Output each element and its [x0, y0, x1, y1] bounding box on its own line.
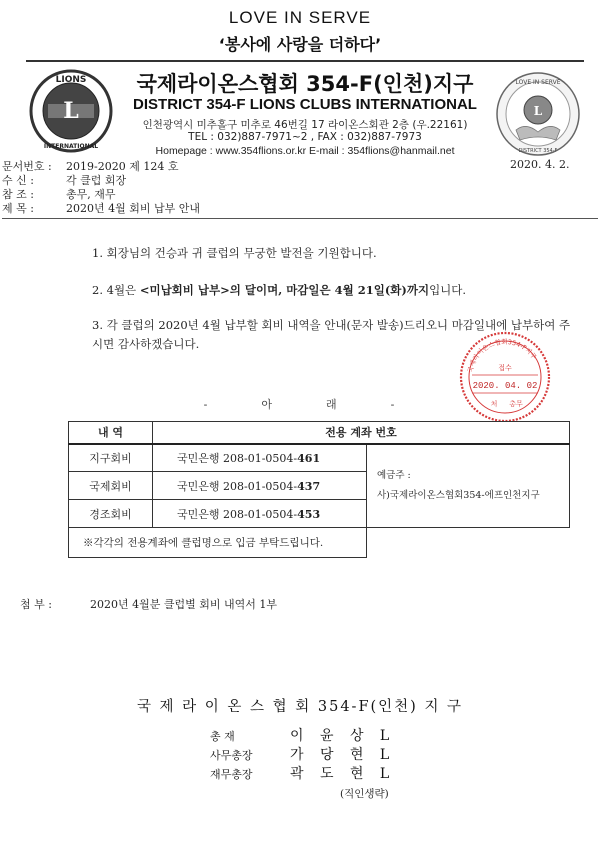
paragraph-1: 1. 회장님의 건승과 귀 클럽의 무궁한 발전을 기원합니다. — [92, 246, 377, 260]
motto-korean: ‘봉사에 사랑을 더하다’ — [218, 35, 382, 54]
header-rule — [26, 60, 584, 62]
account-holder-label: 예금주 : — [377, 469, 411, 481]
table-row — [69, 444, 570, 472]
account-table — [68, 421, 570, 558]
paragraph-2-emphasis: <미납회비 납부>의 달이며, 마감일은 4월 21일(화)까지 — [139, 283, 430, 297]
logo-right-bottom: DISTRICT 354-F — [518, 148, 558, 154]
stamp-date: 2020. 04. 02 — [472, 381, 538, 391]
account-holder — [367, 444, 570, 528]
recipient-value: 각 클럽 회장 — [66, 174, 127, 187]
signature-name: 이 윤 상 L — [290, 728, 396, 744]
meta-divider — [2, 218, 598, 219]
attachment-value: 2020년 4월분 클럽별 회비 내역서 1부 — [90, 598, 277, 611]
table-header-row — [69, 422, 570, 444]
attachment-label: 첨 부 : — [20, 598, 52, 611]
org-name-english: DISTRICT 354-F LIONS CLUBS INTERNATIONAL — [133, 96, 477, 113]
doc-number-value: 2019-2020 제 124 호 — [66, 160, 179, 173]
signature-row-treasurer — [210, 763, 430, 783]
row-account-tail: 437 — [297, 479, 321, 493]
row-name: 국제회비 — [69, 472, 153, 500]
seal-omitted-note: (직인생략) — [340, 788, 389, 800]
logo-left-top: LIONS — [55, 75, 87, 85]
signature-role: 총 재 — [210, 730, 235, 743]
signature-name: 가 당 현 L — [290, 747, 396, 763]
subject-label: 제 목 : — [2, 202, 34, 215]
stamp-bottom-right: 총무 — [509, 400, 523, 408]
below-char-1: 아 — [261, 398, 274, 411]
org-tel-fax: TEL : 032)887-7971~2 , FAX : 032)887-7973 — [188, 131, 422, 143]
signature-role: 사무총장 — [210, 749, 253, 762]
below-char-2: 래 — [326, 398, 339, 411]
subject-value: 2020년 4월 회비 납부 안내 — [66, 202, 200, 215]
recipient-label: 수 신 : — [2, 174, 34, 187]
paragraph-3: 3. 각 클럽의 2020년 4월 납부할 회비 내역을 안내(문자 발송)드리오니 마감일내에 납부하여 주시면 감사하겠습니다. — [92, 318, 571, 351]
stamp-mid-text: 접수 — [498, 364, 512, 372]
logo-right-top: LOVE IN SERVE — [515, 79, 561, 86]
row-account-tail: 461 — [297, 451, 321, 465]
stamp-bottom-left: 처 — [490, 400, 498, 408]
motto-english: LOVE IN SERVE — [228, 8, 372, 27]
doc-date: 2020. 4. 2. — [510, 158, 570, 171]
row-account-prefix: 국민은행 208-01-0504- — [177, 479, 298, 493]
row-account — [153, 500, 367, 528]
table-note: ※각각의 전용계좌에 클럽명으로 입금 부탁드립니다. — [69, 528, 367, 558]
signature-org: 국 제 라 이 온 스 협 회 354-F(인천) 지 구 — [136, 699, 464, 715]
row-account — [153, 472, 367, 500]
row-name: 경조회비 — [69, 500, 153, 528]
signature-name: 곽 도 현 L — [290, 766, 396, 782]
reference-value: 총무, 재무 — [66, 188, 116, 201]
logo-left-bottom: INTERNATIONAL — [43, 143, 99, 150]
subject — [2, 200, 200, 216]
row-account-tail: 453 — [297, 507, 321, 521]
lions-logo-right — [494, 70, 582, 158]
col-item-header: 내 역 — [69, 422, 153, 444]
account-holder-value: 사)국제라이온스협회354-에프인천지구 — [377, 489, 540, 501]
doc-number-label: 문서번호 : — [2, 160, 52, 173]
row-account-prefix: 국민은행 208-01-0504- — [177, 451, 298, 465]
row-account-prefix: 국민은행 208-01-0504- — [177, 507, 298, 521]
row-name: 지구회비 — [69, 444, 153, 472]
lions-logo-left — [28, 68, 114, 154]
reference-label: 참 조 : — [2, 188, 34, 201]
below-heading — [0, 396, 600, 412]
org-name-korean: 국제라이온스협회 354-F(인천)지구 — [136, 72, 474, 96]
table-note-row — [69, 528, 570, 558]
svg-text:L: L — [533, 104, 543, 118]
paragraph-2-post: 입니다. — [429, 283, 467, 297]
paragraph-2-pre: 2. 4월은 — [92, 283, 140, 297]
paragraph-2 — [92, 281, 572, 300]
logo-left-letter: L — [63, 98, 79, 124]
signature-row-secretary — [210, 744, 430, 764]
org-web-email: Homepage : www.354flions.or.kr E-mail : 354flions@hanmail.net — [155, 145, 455, 157]
org-address: 인천광역시 미추홀구 미추로 46번길 17 라이온스회관 2층 (우.22161) — [142, 119, 468, 131]
below-dash-right: - — [390, 398, 397, 411]
col-account-header: 전용 계좌 번호 — [153, 422, 570, 444]
signature-role: 재무총장 — [210, 768, 253, 781]
stamp-top-text: 국제라이온스협회354-F지구 — [466, 337, 539, 374]
row-account — [153, 444, 367, 472]
attachment — [20, 596, 277, 612]
below-dash-left: - — [203, 398, 210, 411]
signature-row-governor — [210, 725, 430, 745]
